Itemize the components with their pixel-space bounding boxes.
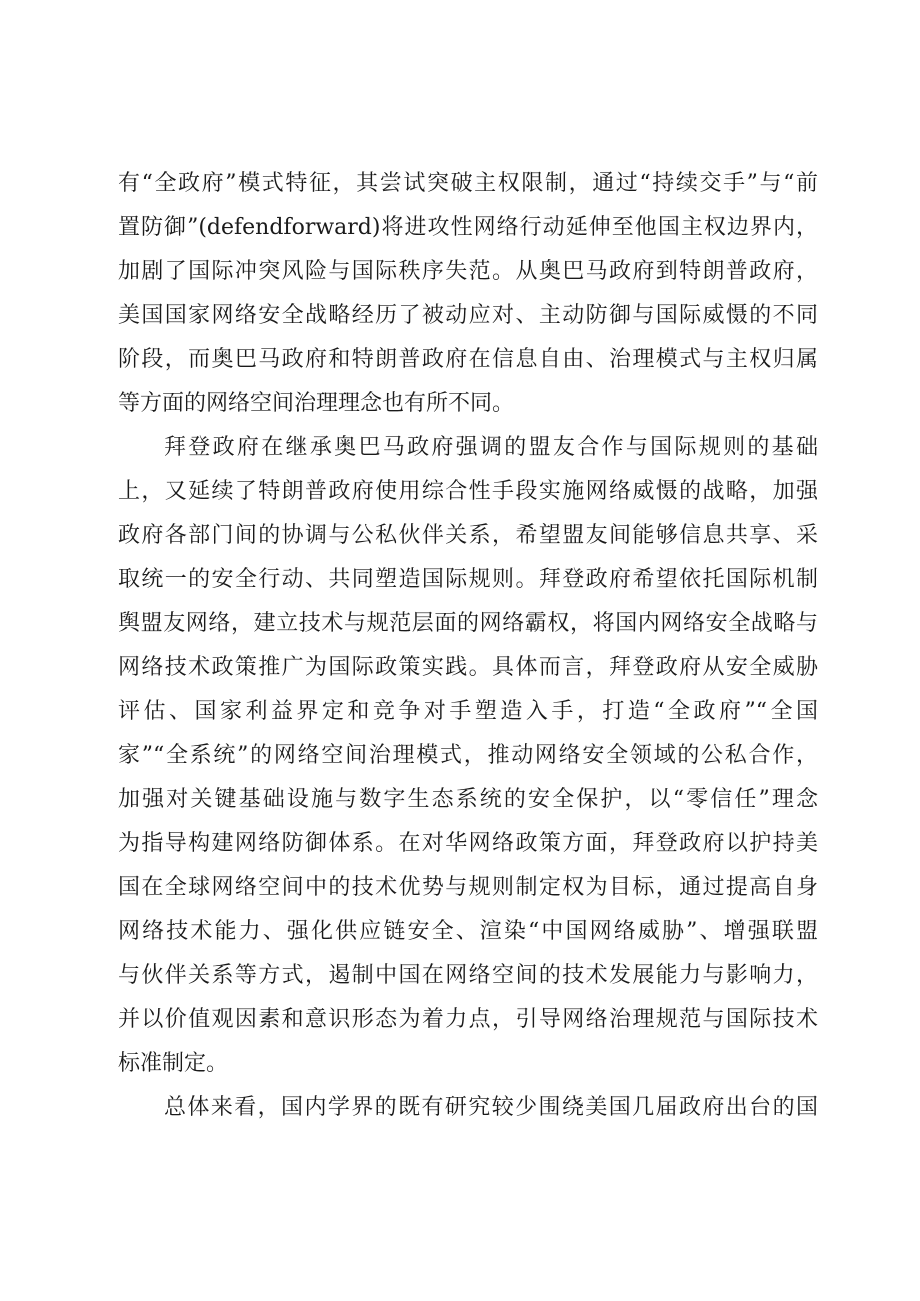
text-line: 网络技术政策推广为国际政策实践。具体而言，拜登政府从安全威胁 — [118, 655, 818, 680]
text-line: 评估、国家利益界定和竞争对手塑造入手，打造“全政府”“全国 — [118, 699, 818, 724]
text-line: 总体来看，国内学界的既有研究较少围绕美国几届政府出台的国 — [164, 1095, 818, 1120]
text-line: 置防御”(defendforward)将进攻性网络行动延伸至他国主权边界内， — [118, 215, 818, 240]
text-line: 标准制定。 — [118, 1051, 229, 1076]
text-line: 并以价值观因素和意识形态为着力点，引导网络治理规范与国际技术 — [118, 1007, 818, 1032]
text-line: 舆盟友网络，建立技术与规范层面的网络霸权，将国内网络安全战略与 — [118, 611, 818, 636]
text-line: 加强对关键基础设施与数字生态系统的安全保护，以“零信任”理念 — [118, 787, 818, 812]
text-line: 等方面的网络空间治理理念也有所不同。 — [118, 391, 515, 416]
text-line: 与伙伴关系等方式，遏制中国在网络空间的技术发展能力与影响力， — [118, 963, 818, 988]
text-line: 家”“全系统”的网络空间治理模式，推动网络安全领域的公私合作， — [118, 743, 818, 768]
text-line: 网络技术能力、强化供应链安全、渲染“中国网络威胁”、增强联盟 — [118, 919, 818, 944]
text-line: 美国国家网络安全战略经历了被动应对、主动防御与国际威慑的不同 — [118, 303, 818, 328]
text-line: 政府各部门间的协调与公私伙伴关系，希望盟友间能够信息共享、采 — [118, 523, 818, 548]
text-line: 拜登政府在继承奥巴马政府强调的盟友合作与国际规则的基础 — [164, 435, 818, 460]
text-line: 有“全政府”模式特征，其尝试突破主权限制，通过“持续交手”与“前 — [118, 171, 818, 196]
text-line: 为指导构建网络防御体系。在对华网络政策方面，拜登政府以护持美 — [118, 831, 818, 856]
text-line: 加剧了国际冲突风险与国际秩序失范。从奥巴马政府到特朗普政府， — [118, 259, 818, 284]
text-line: 阶段，而奥巴马政府和特朗普政府在信息自由、治理模式与主权归属 — [118, 347, 818, 372]
text-line: 取统一的安全行动、共同塑造国际规则。拜登政府希望依托国际机制 — [118, 567, 818, 592]
text-line: 国在全球网络空间中的技术优势与规则制定权为目标，通过提高自身 — [118, 875, 818, 900]
text-line: 上，又延续了特朗普政府使用综合性手段实施网络威慑的战略，加强 — [118, 479, 818, 504]
